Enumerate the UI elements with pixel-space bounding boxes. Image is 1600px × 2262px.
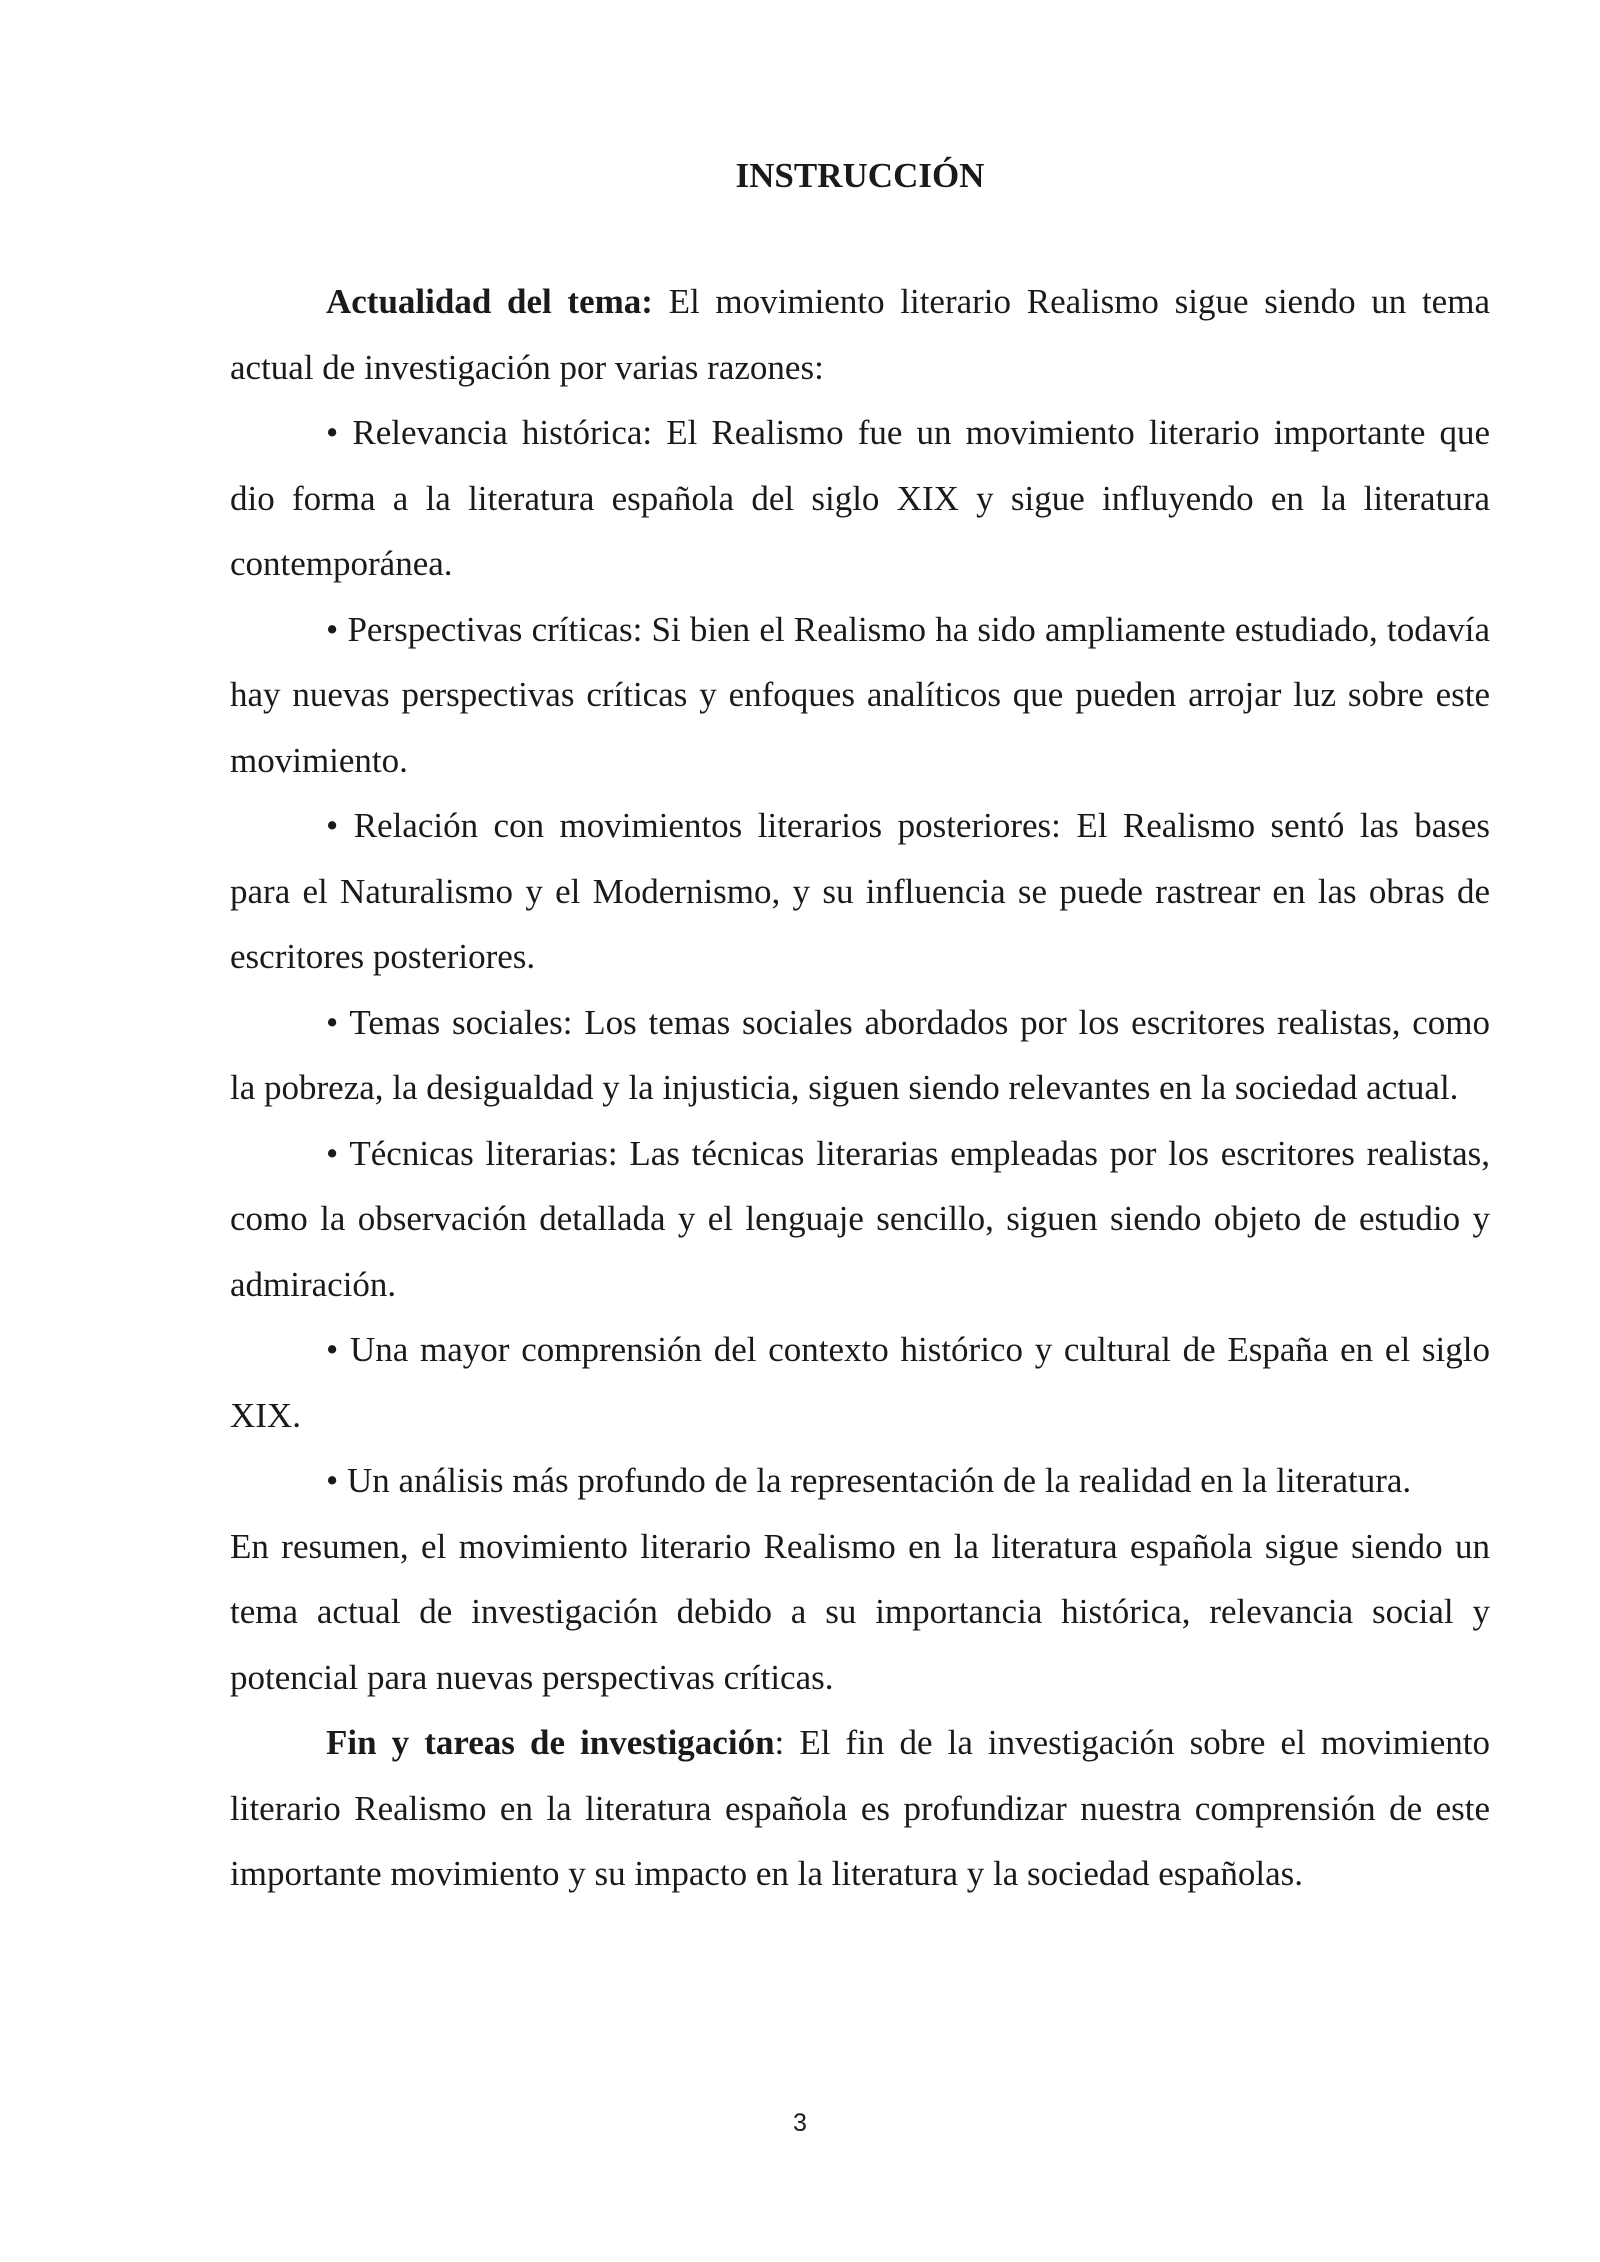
page-title: INSTRUCCIÓN bbox=[735, 156, 985, 195]
bullet-tecnicas-literarias: • Técnicas literarias: Las técnicas literarias empleadas por los escritores realistas, como la observación detallada y el lenguaje sencillo, siguen siendo objeto de estudio y admiración. bbox=[230, 1133, 1490, 1304]
bullet-temas-sociales: • Temas sociales: Los temas sociales abordados por los escritores realistas, como la pobreza, la desigualdad y la injusticia, siguen siendo relevantes en la sociedad actual. bbox=[230, 1002, 1490, 1107]
paragraph-actualidad bbox=[230, 269, 1490, 400]
bullet-relacion-movimientos: • Relación con movimientos literarios posteriores: El Realismo sentó las bases para el Naturalismo y el Modernismo, y su influencia se puede rastrear en las obras de escritores posteriores. bbox=[230, 806, 1490, 976]
paragraph-resumen: En resumen, el movimiento literario Realismo en la literatura española sigue siendo un tema actual de investigación debido a su importancia histórica, relevancia social y potencial para nuevas perspectivas críticas. bbox=[230, 1526, 1490, 1697]
bullet-relevancia-historica: • Relevancia histórica: El Realismo fue un movimiento literario importante que dio forma a la literatura española del siglo XIX y sigue influyendo en la literatura contemporánea. bbox=[230, 413, 1490, 583]
paragraph-fin-tareas bbox=[230, 1710, 1490, 1907]
bullet-perspectivas-criticas: • Perspectivas críticas: Si bien el Realismo ha sido ampliamente estudiado, todavía hay nuevas perspectivas críticas y enfoques analíticos que pueden arrojar luz sobre este movimiento. bbox=[230, 609, 1490, 780]
page-number: 3 bbox=[793, 2109, 807, 2137]
bullet-representacion-realidad: • Un análisis más profundo de la representación de la realidad en la literatura. bbox=[326, 1461, 1412, 1500]
bullet-contexto-historico: • Una mayor comprensión del contexto histórico y cultural de España en el siglo XIX. bbox=[230, 1330, 1490, 1435]
section-heading-actualidad: Actualidad del tema: bbox=[326, 282, 653, 321]
section-heading-fin-tareas: Fin y tareas de investigación bbox=[326, 1723, 775, 1762]
page-content bbox=[230, 148, 1490, 1907]
paragraph-actualidad-text: El movimiento literario Realismo sigue siendo un tema actual de investigación por varias razones: bbox=[230, 282, 1490, 387]
paragraph-fin-tareas-text: : El fin de la investigación sobre el movimiento literario Realismo en la literatura española es profundizar nuestra comprensión de este importante movimiento y su impacto en la literatura y la sociedad españolas. bbox=[230, 1723, 1490, 1893]
